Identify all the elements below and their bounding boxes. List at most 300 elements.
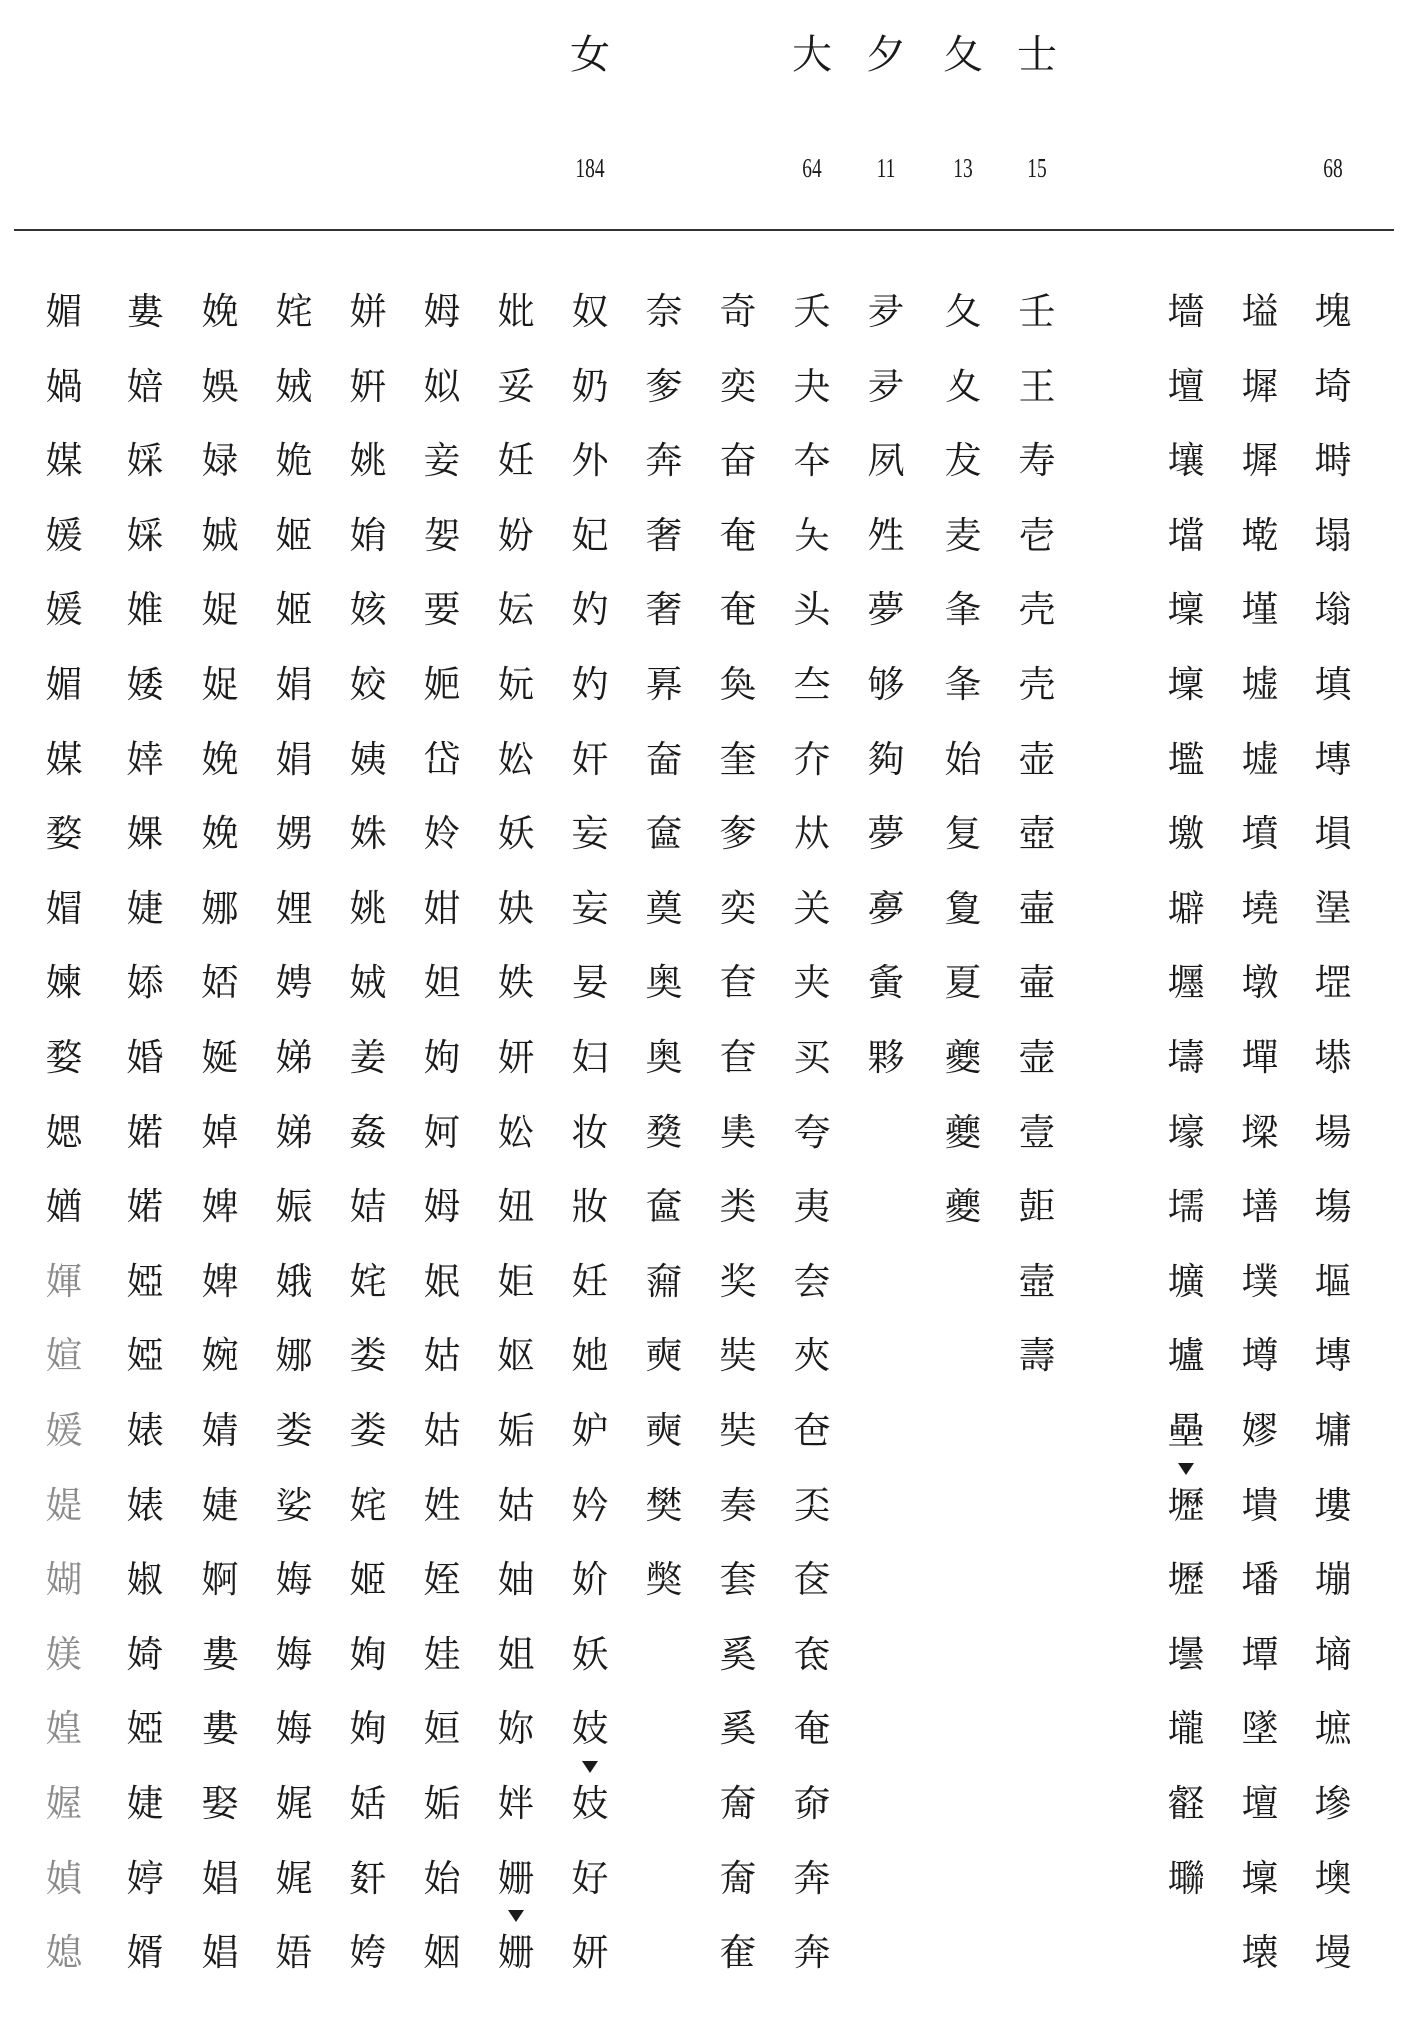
- character-cell: 奓: [719, 812, 757, 855]
- character-cell: 妢: [497, 514, 535, 557]
- character-cell: 夊: [944, 365, 982, 408]
- character-cell: 奔: [793, 1931, 831, 1974]
- character-cell: 姆: [423, 1185, 461, 1228]
- character-cell: 始: [944, 738, 982, 781]
- character-cell: 奢: [645, 588, 683, 631]
- character-cell: 奭: [645, 1409, 683, 1452]
- character-cell: 奫: [645, 1260, 683, 1303]
- character-cell: 妳: [497, 1707, 535, 1750]
- character-cell: 娍: [201, 514, 239, 557]
- character-cell: 奭: [645, 1334, 683, 1377]
- character-cell: 壳: [1018, 663, 1056, 706]
- character-cell: 奴: [571, 290, 609, 333]
- character-cell: 奕: [719, 887, 757, 930]
- character-cell: 姡: [349, 1782, 387, 1825]
- character-cell: 婌: [126, 1558, 164, 1601]
- character-cell: 塼: [1314, 738, 1352, 781]
- character-cell: 墀: [1241, 365, 1279, 408]
- character-cell: 娩: [201, 738, 239, 781]
- character-cell: 娜: [275, 1334, 313, 1377]
- character-cell: 奎: [719, 738, 757, 781]
- character-cell: 墰: [1241, 1633, 1279, 1676]
- character-cell: 姬: [275, 514, 313, 557]
- character-cell: 奘: [719, 1409, 757, 1452]
- character-cell: 够: [867, 663, 905, 706]
- character-cell: 夶: [793, 812, 831, 855]
- character-cell: 壈: [1241, 1857, 1279, 1900]
- character-cell: 娓: [275, 1857, 313, 1900]
- character-cell: 壡: [1167, 1782, 1205, 1825]
- character-cell: 奸: [571, 738, 609, 781]
- character-cell: 奝: [719, 1857, 757, 1900]
- triangle-marker-icon: [508, 1910, 524, 1922]
- character-cell: 夾: [793, 1334, 831, 1377]
- character-cell: 婖: [126, 961, 164, 1004]
- radical-char: 夕: [866, 32, 906, 78]
- character-cell: 夥: [867, 1036, 905, 1079]
- character-cell: 夔: [944, 1185, 982, 1228]
- character-cell: 墁: [1314, 1931, 1352, 1974]
- triangle-marker-icon: [1178, 1463, 1194, 1475]
- character-cell: 寿: [1018, 439, 1056, 482]
- character-cell: 王: [1018, 365, 1056, 408]
- character-cell: 姦: [349, 1111, 387, 1154]
- character-cell: 妒: [571, 1409, 609, 1452]
- character-cell: 妪: [497, 1334, 535, 1377]
- character-cell: 婺: [45, 1036, 83, 1079]
- character-cell: 奡: [645, 663, 683, 706]
- character-cell: 塨: [1314, 1036, 1352, 1079]
- character-cell: 买: [793, 1036, 831, 1079]
- character-cell: 墉: [1314, 1409, 1352, 1452]
- character-cell: 媩: [45, 1558, 83, 1601]
- character-cell: 媢: [45, 887, 83, 930]
- character-cell: 她: [571, 1334, 609, 1377]
- character-cell: 婢: [201, 1260, 239, 1303]
- character-cell: 奚: [719, 1707, 757, 1750]
- character-cell: 套: [719, 1558, 757, 1601]
- character-cell: 娛: [201, 365, 239, 408]
- character-cell: 姓: [423, 1484, 461, 1527]
- character-cell: 奦: [645, 1111, 683, 1154]
- character-cell: 娌: [275, 887, 313, 930]
- character-cell: 姏: [423, 887, 461, 930]
- radical-count: 64: [802, 153, 822, 183]
- character-cell: 媚: [45, 290, 83, 333]
- character-cell: 婼: [126, 1111, 164, 1154]
- character-cell: 婥: [201, 1111, 239, 1154]
- character-cell: 堽: [1314, 961, 1352, 1004]
- character-cell: 壋: [1167, 514, 1205, 557]
- radical-char: 士: [1017, 32, 1057, 78]
- character-cell: 塴: [1314, 1558, 1352, 1601]
- character-cell: 夳: [793, 663, 831, 706]
- character-cell: 婇: [126, 514, 164, 557]
- character-cell: 姸: [349, 365, 387, 408]
- character-cell: 奶: [571, 365, 609, 408]
- character-cell: 姮: [423, 1707, 461, 1750]
- character-cell: 媒: [45, 439, 83, 482]
- character-cell: 壤: [1167, 439, 1205, 482]
- character-cell: 妗: [571, 1484, 609, 1527]
- character-cell: 姰: [349, 1633, 387, 1676]
- character-cell: 㛂: [423, 663, 461, 706]
- character-cell: 妾: [423, 439, 461, 482]
- character-cell: 姄: [423, 1260, 461, 1303]
- character-cell: 妓: [571, 1707, 609, 1750]
- character-cell: 头: [793, 588, 831, 631]
- character-cell: 媗: [45, 1334, 83, 1377]
- character-cell: 婑: [126, 663, 164, 706]
- character-cell: 墟: [1241, 738, 1279, 781]
- character-cell: 娉: [275, 961, 313, 1004]
- character-cell: 墋: [1314, 1782, 1352, 1825]
- character-cell: 奄: [719, 588, 757, 631]
- character-cell: 娒: [275, 1633, 313, 1676]
- character-cell: 奩: [645, 812, 683, 855]
- character-cell: 壾: [1018, 1185, 1056, 1228]
- character-cell: 場: [1314, 1111, 1352, 1154]
- character-cell: 婊: [126, 1409, 164, 1452]
- character-cell: 姝: [349, 812, 387, 855]
- character-cell: 媛: [45, 588, 83, 631]
- character-cell: 夤: [867, 961, 905, 1004]
- character-cell: 奈: [645, 290, 683, 333]
- character-cell: 妥: [497, 365, 535, 408]
- character-cell: 夰: [793, 738, 831, 781]
- character-cell: 娃: [423, 1633, 461, 1676]
- character-cell: 媧: [45, 365, 83, 408]
- character-cell: 妧: [497, 663, 535, 706]
- character-cell: 奖: [719, 1260, 757, 1303]
- character-cell: 媒: [45, 738, 83, 781]
- character-cell: 娒: [275, 1707, 313, 1750]
- character-cell: 妍: [497, 1036, 535, 1079]
- character-cell: 姆: [423, 290, 461, 333]
- character-cell: 嫪: [1241, 1409, 1279, 1452]
- character-cell: 媄: [45, 1633, 83, 1676]
- character-cell: 壚: [1167, 1334, 1205, 1377]
- character-cell: 婚: [126, 1036, 164, 1079]
- character-cell: 婎: [126, 588, 164, 631]
- triangle-marker-icon: [582, 1761, 598, 1773]
- character-cell: 姜: [349, 1036, 387, 1079]
- character-cell: 奥: [645, 1036, 683, 1079]
- character-cell: 婁: [126, 290, 164, 333]
- character-cell: 妊: [497, 439, 535, 482]
- character-cell: 奥: [645, 961, 683, 1004]
- character-cell: 奄: [719, 514, 757, 557]
- character-cell: 娀: [349, 961, 387, 1004]
- character-cell: 奐: [719, 663, 757, 706]
- character-cell: 娒: [275, 1558, 313, 1601]
- character-cell: 妖: [571, 1633, 609, 1676]
- character-cell: 夛: [867, 290, 905, 333]
- character-cell: 夲: [793, 439, 831, 482]
- character-cell: 墤: [1241, 1484, 1279, 1527]
- character-cell: 妯: [497, 1558, 535, 1601]
- character-cell: 墣: [1241, 1260, 1279, 1303]
- character-cell: 姞: [349, 1185, 387, 1228]
- character-cell: 妊: [571, 1260, 609, 1303]
- character-cell: 姰: [349, 1707, 387, 1750]
- character-cell: 夿: [793, 1409, 831, 1452]
- character-cell: 壹: [1018, 1111, 1056, 1154]
- character-cell: 奊: [719, 1111, 757, 1154]
- character-cell: 壀: [1167, 887, 1205, 930]
- character-cell: 壊: [1241, 1931, 1279, 1974]
- character-cell: 姟: [349, 588, 387, 631]
- character-cell: 壠: [1167, 1707, 1205, 1750]
- character-cell: 媚: [45, 663, 83, 706]
- character-cell: 娖: [201, 588, 239, 631]
- character-cell: 娫: [201, 1036, 239, 1079]
- character-cell: 婄: [126, 365, 164, 408]
- character-cell: 墺: [1314, 1857, 1352, 1900]
- character-cell: 姢: [349, 514, 387, 557]
- character-cell: 奏: [719, 1484, 757, 1527]
- character-cell: 婉: [201, 1334, 239, 1377]
- character-cell: 姖: [497, 1260, 535, 1303]
- character-cell: 姬: [349, 1558, 387, 1601]
- character-cell: 壶: [1018, 738, 1056, 781]
- character-cell: 壢: [1167, 1484, 1205, 1527]
- character-cell: 奔: [793, 1857, 831, 1900]
- character-cell: 要: [423, 588, 461, 631]
- character-cell: 娑: [275, 1484, 313, 1527]
- character-cell: 壣: [1167, 1857, 1205, 1900]
- character-cell: 妲: [423, 961, 461, 1004]
- character-cell: 樊: [645, 1484, 683, 1527]
- character-cell: 妐: [497, 738, 535, 781]
- character-cell: 塿: [1314, 1484, 1352, 1527]
- header-divider: [14, 229, 1394, 231]
- character-cell: 妁: [571, 588, 609, 631]
- character-cell: 夔: [944, 1036, 982, 1079]
- character-cell: 塤: [1314, 812, 1352, 855]
- character-cell: 塣: [1314, 887, 1352, 930]
- character-cell: 塼: [1314, 1334, 1352, 1377]
- character-cell: 娶: [201, 1782, 239, 1825]
- character-cell: 媜: [45, 1857, 83, 1900]
- character-cell: 娜: [201, 887, 239, 930]
- character-cell: 夭: [793, 290, 831, 333]
- character-cell: 墠: [1241, 1036, 1279, 1079]
- character-cell: 奅: [793, 1782, 831, 1825]
- character-cell: 妎: [571, 1558, 609, 1601]
- radical-char: 大: [792, 32, 832, 78]
- character-cell: 娚: [275, 812, 313, 855]
- character-cell: 奃: [793, 1633, 831, 1676]
- character-cell: 姒: [423, 365, 461, 408]
- character-cell: 姁: [423, 1036, 461, 1079]
- character-cell: 夢: [867, 812, 905, 855]
- character-cell: 奚: [719, 1633, 757, 1676]
- character-cell: 娼: [201, 1857, 239, 1900]
- character-cell: 姣: [349, 663, 387, 706]
- character-cell: 婞: [126, 738, 164, 781]
- character-cell: 壥: [1167, 961, 1205, 1004]
- character-cell: 娓: [275, 1782, 313, 1825]
- character-cell: 塌: [1314, 514, 1352, 557]
- character-cell: 奤: [645, 738, 683, 781]
- character-cell: 夠: [867, 738, 905, 781]
- character-cell: 夆: [944, 663, 982, 706]
- character-cell: 妍: [571, 1931, 609, 1974]
- character-cell: 壇: [1241, 1782, 1279, 1825]
- radical-count: 184: [575, 153, 605, 183]
- character-cell: 婭: [126, 1334, 164, 1377]
- character-cell: 娄: [349, 1334, 387, 1377]
- character-cell: 獘: [645, 1558, 683, 1601]
- character-cell: 填: [1314, 663, 1352, 706]
- character-cell: 婀: [201, 1558, 239, 1601]
- character-cell: 姤: [497, 1409, 535, 1452]
- character-cell: 麦: [944, 514, 982, 557]
- character-cell: 奠: [645, 887, 683, 930]
- character-cell: 夬: [793, 365, 831, 408]
- character-cell: 墐: [1241, 588, 1279, 631]
- character-cell: 媡: [45, 961, 83, 1004]
- character-cell: 奔: [645, 439, 683, 482]
- character-cell: 壈: [1167, 663, 1205, 706]
- character-cell: 始: [423, 1857, 461, 1900]
- character-cell: 夔: [944, 1111, 982, 1154]
- character-cell: 媛: [45, 514, 83, 557]
- character-cell: 岱: [423, 738, 461, 781]
- character-cell: 婕: [126, 887, 164, 930]
- character-cell: 姗: [497, 1931, 535, 1974]
- character-cell: 奩: [645, 1185, 683, 1228]
- character-cell: 媨: [45, 1185, 83, 1228]
- radical-count: 11: [876, 153, 896, 183]
- character-cell: 壷: [1018, 887, 1056, 930]
- character-cell: 夹: [793, 961, 831, 1004]
- character-cell: 外: [571, 439, 609, 482]
- character-cell: 媓: [45, 1707, 83, 1750]
- character-cell: 姗: [497, 1857, 535, 1900]
- character-cell: 墦: [1241, 1558, 1279, 1601]
- character-cell: 娟: [275, 663, 313, 706]
- character-cell: 奄: [793, 1707, 831, 1750]
- character-cell: 夆: [944, 588, 982, 631]
- character-cell: 媳: [45, 1931, 83, 1974]
- character-cell: 婷: [126, 1857, 164, 1900]
- character-cell: 婍: [126, 1633, 164, 1676]
- character-cell: 墫: [1241, 1334, 1279, 1377]
- character-cell: 墀: [1241, 439, 1279, 482]
- character-cell: 好: [571, 1857, 609, 1900]
- character-cell: 塧: [1241, 290, 1279, 333]
- character-cell: 婕: [201, 1484, 239, 1527]
- character-cell: 奁: [793, 1558, 831, 1601]
- character-cell: 姈: [423, 812, 461, 855]
- character-cell: 塊: [1314, 290, 1352, 333]
- character-cell: 妁: [571, 663, 609, 706]
- character-cell: 姚: [349, 439, 387, 482]
- character-cell: 婼: [126, 1185, 164, 1228]
- character-cell: 婕: [126, 1782, 164, 1825]
- character-cell: 媤: [45, 1111, 83, 1154]
- character-cell: 妄: [571, 812, 609, 855]
- character-cell: 壔: [1167, 1036, 1205, 1079]
- character-cell: 妆: [571, 1111, 609, 1154]
- character-cell: 妇: [571, 1036, 609, 1079]
- character-cell: 奕: [719, 365, 757, 408]
- character-cell: 夸: [793, 1111, 831, 1154]
- character-cell: 壷: [1018, 961, 1056, 1004]
- character-cell: 壘: [1167, 1409, 1205, 1452]
- character-cell: 婢: [201, 1185, 239, 1228]
- character-cell: 壬: [1018, 290, 1056, 333]
- character-cell: 妣: [497, 290, 535, 333]
- character-cell: 姅: [497, 1782, 535, 1825]
- character-cell: 夨: [793, 514, 831, 557]
- character-cell: 类: [719, 1185, 757, 1228]
- character-cell: 壙: [1167, 1260, 1205, 1303]
- character-cell: 娽: [201, 439, 239, 482]
- character-cell: 壢: [1167, 1558, 1205, 1601]
- character-cell: 婁: [201, 1633, 239, 1676]
- character-cell: 娣: [275, 1036, 313, 1079]
- character-cell: 妞: [497, 1185, 535, 1228]
- character-cell: 壽: [1018, 1334, 1056, 1377]
- radical-count: 13: [953, 153, 973, 183]
- character-cell: 墡: [1241, 1185, 1279, 1228]
- character-cell: 姑: [423, 1409, 461, 1452]
- character-cell: 奆: [719, 961, 757, 1004]
- character-cell: 夣: [867, 887, 905, 930]
- character-cell: 壜: [1167, 1633, 1205, 1676]
- character-cell: 姱: [349, 1931, 387, 1974]
- character-cell: 壕: [1167, 1111, 1205, 1154]
- character-cell: 婺: [45, 812, 83, 855]
- character-cell: 姨: [349, 738, 387, 781]
- character-cell: 墽: [1167, 812, 1205, 855]
- character-cell: 娣: [275, 1111, 313, 1154]
- character-cell: 娩: [201, 290, 239, 333]
- character-cell: 婧: [201, 1409, 239, 1452]
- character-cell: 娄: [275, 1409, 313, 1452]
- character-cell: 墚: [1241, 1111, 1279, 1154]
- character-cell: 妝: [571, 1185, 609, 1228]
- character-cell: 娟: [275, 738, 313, 781]
- character-cell: 埼: [1314, 365, 1352, 408]
- character-cell: 娠: [275, 1185, 313, 1228]
- character-cell: 姻: [423, 1931, 461, 1974]
- character-cell: 娝: [201, 961, 239, 1004]
- character-cell: 夙: [867, 439, 905, 482]
- character-cell: 婭: [126, 1707, 164, 1750]
- character-cell: 夷: [793, 1185, 831, 1228]
- character-cell: 壱: [1018, 514, 1056, 557]
- character-cell: 姚: [349, 887, 387, 930]
- character-cell: 壏: [1167, 738, 1205, 781]
- radical-char: 夂: [943, 32, 983, 78]
- character-cell: 塲: [1314, 1185, 1352, 1228]
- character-cell: 妿: [423, 514, 461, 557]
- character-cell: 娪: [275, 1931, 313, 1974]
- character-cell: 娼: [201, 1931, 239, 1974]
- character-cell: 媈: [45, 1260, 83, 1303]
- character-cell: 墳: [1241, 812, 1279, 855]
- character-cell: 夐: [944, 887, 982, 930]
- character-cell: 壇: [1167, 365, 1205, 408]
- character-cell: 墩: [1241, 961, 1279, 1004]
- character-cell: 妟: [571, 961, 609, 1004]
- character-cell: 姤: [423, 1782, 461, 1825]
- character-cell: 妘: [497, 588, 535, 631]
